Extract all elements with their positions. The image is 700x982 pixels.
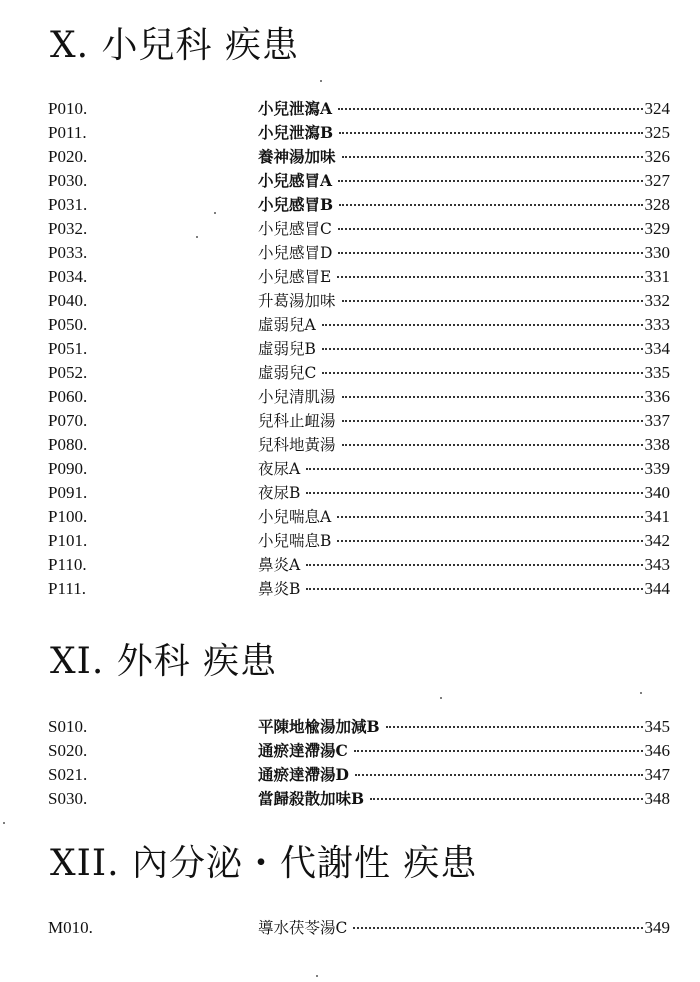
toc-entry (48, 409, 670, 433)
entry-page-number: 324 (644, 99, 670, 118)
toc-entry (48, 505, 670, 529)
entry-page-number: 334 (644, 339, 670, 358)
scan-speck (640, 692, 642, 694)
entry-title: 小兒感冒C (258, 220, 332, 238)
entry-code: P100. (48, 507, 88, 526)
dot-leader (342, 156, 643, 158)
dot-leader (339, 204, 642, 206)
entry-code: P050. (48, 315, 88, 334)
entry-title: 虛弱兒A (258, 316, 316, 334)
entry-code: S020. (48, 741, 88, 760)
entry-page-number: 341 (644, 507, 670, 526)
entry-code: S021. (48, 765, 88, 784)
entry-code: P010. (48, 99, 88, 118)
entry-title: 鼻炎A (258, 556, 301, 574)
entry-code: P031. (48, 195, 88, 214)
entry-code: P011. (48, 123, 87, 142)
entry-page-number: 332 (644, 291, 670, 310)
dot-leader (322, 348, 643, 350)
entry-title: 小兒感冒D (258, 244, 333, 262)
toc-entry (48, 385, 670, 409)
entry-title: 夜尿A (258, 460, 301, 478)
entry-code: P032. (48, 219, 88, 238)
entry-page-number: 340 (644, 483, 670, 502)
entry-page-number: 336 (644, 387, 670, 406)
scan-speck (3, 822, 5, 824)
entry-title: 導水茯苓湯C (258, 919, 348, 937)
entry-title: 養神湯加味 (258, 147, 336, 166)
dot-leader (322, 372, 642, 374)
dot-leader (370, 798, 642, 800)
entry-title: 小兒喘息A (258, 508, 332, 526)
dot-leader (355, 774, 643, 776)
dot-leader (342, 396, 643, 398)
entry-code: P052. (48, 363, 88, 382)
entry-code: M010. (48, 918, 93, 937)
entry-title: 小兒泄瀉B (258, 123, 334, 142)
entry-title: 鼻炎B (258, 580, 301, 598)
entry-code: P070. (48, 411, 88, 430)
toc-entry (48, 169, 670, 193)
dot-leader (342, 444, 643, 446)
entry-title: 兒科地黃湯 (258, 436, 336, 454)
entry-page-number: 325 (644, 123, 670, 142)
toc-entry (48, 337, 670, 361)
scan-speck (214, 212, 216, 214)
entry-code: P033. (48, 243, 88, 262)
entry-title: 小兒泄瀉A (258, 99, 333, 118)
entry-title: 虛弱兒C (258, 364, 317, 382)
entry-page-number: 328 (644, 195, 670, 214)
entry-title: 升葛湯加味 (258, 292, 336, 310)
entry-code: P040. (48, 291, 88, 310)
toc-entry (48, 433, 670, 457)
entry-page-number: 343 (644, 555, 670, 574)
toc-entry (48, 553, 670, 577)
entry-title: 當歸殺散加味B (258, 789, 365, 808)
dot-leader (306, 564, 642, 566)
toc-entry (48, 763, 670, 787)
toc-entry (48, 457, 670, 481)
dot-leader (342, 420, 643, 422)
dot-leader (306, 588, 642, 590)
entry-code: P101. (48, 531, 88, 550)
dot-leader (354, 750, 643, 752)
dot-leader (338, 180, 642, 182)
dot-leader (322, 324, 643, 326)
dot-leader (338, 228, 643, 230)
entry-title: 兒科止衄湯 (258, 412, 336, 430)
toc-entry (48, 787, 670, 811)
scan-speck (320, 80, 322, 82)
toc-entry (48, 217, 670, 241)
entry-title: 虛弱兒B (258, 340, 316, 358)
entry-code: S030. (48, 789, 88, 808)
toc-entry (48, 577, 670, 601)
entry-code: P110. (48, 555, 87, 574)
entry-title: 小兒感冒A (258, 171, 333, 190)
toc-entry (48, 241, 670, 265)
entry-page-number: 333 (644, 315, 670, 334)
entry-code: P030. (48, 171, 88, 190)
toc-entry (48, 715, 670, 739)
entry-page-number: 331 (644, 267, 670, 286)
toc-entry (48, 145, 670, 169)
entry-title: 小兒清肌湯 (258, 388, 336, 406)
dot-leader (353, 927, 642, 929)
entry-page-number: 326 (644, 147, 670, 166)
entry-page-number: 349 (644, 918, 670, 937)
scan-speck (196, 236, 198, 238)
entry-page-number: 345 (644, 717, 670, 736)
toc-entry (48, 739, 670, 763)
entry-page-number: 337 (644, 411, 670, 430)
entry-page-number: 329 (644, 219, 670, 238)
dot-leader (337, 540, 642, 542)
entry-page-number: 342 (644, 531, 670, 550)
toc-entry (48, 529, 670, 553)
toc-entry (48, 121, 670, 145)
entry-page-number: 335 (644, 363, 670, 382)
dot-leader (339, 132, 642, 134)
scan-speck (440, 697, 442, 699)
scan-speck (316, 975, 318, 977)
dot-leader (338, 108, 642, 110)
section-heading-surgery: XI. 外科 疾患 (50, 641, 278, 682)
toc-entry (48, 289, 670, 313)
entry-code: P020. (48, 147, 88, 166)
entry-page-number: 327 (644, 171, 670, 190)
toc-entry (48, 361, 670, 385)
entry-title: 平陳地楡湯加減B (258, 717, 380, 736)
entry-page-number: 348 (644, 789, 670, 808)
entry-page-number: 339 (644, 459, 670, 478)
toc-entry (48, 481, 670, 505)
entry-code: P091. (48, 483, 88, 502)
dot-leader (342, 300, 643, 302)
toc-entry (48, 916, 670, 940)
dot-leader (306, 468, 642, 470)
entry-page-number: 338 (644, 435, 670, 454)
entry-title: 通瘀達滯湯C (258, 741, 348, 760)
dot-leader (306, 492, 642, 494)
entry-title: 夜尿B (258, 484, 301, 502)
section-heading-pediatrics: X. 小兒科 疾患 (50, 25, 299, 66)
dot-leader (337, 276, 642, 278)
dot-leader (386, 726, 643, 728)
toc-entry (48, 265, 670, 289)
entry-page-number: 330 (644, 243, 670, 262)
entry-title: 小兒感冒E (258, 268, 332, 286)
toc-entry (48, 193, 670, 217)
entry-title: 小兒喘息B (258, 532, 332, 550)
dot-leader (338, 252, 642, 254)
toc-entry (48, 97, 670, 121)
entry-code: P051. (48, 339, 88, 358)
entry-page-number: 344 (644, 579, 670, 598)
entry-code: P111. (48, 579, 86, 598)
entry-page-number: 346 (644, 741, 670, 760)
toc-entry (48, 313, 670, 337)
entry-title: 通瘀達滯湯D (258, 765, 349, 784)
section-heading-endocrine-metabolic: XII. 內分泌・代謝性 疾患 (50, 843, 478, 884)
entry-page-number: 347 (644, 765, 670, 784)
entry-code: P080. (48, 435, 88, 454)
entry-code: P090. (48, 459, 88, 478)
entry-code: P034. (48, 267, 88, 286)
entry-code: P060. (48, 387, 88, 406)
entry-title: 小兒感冒B (258, 195, 334, 214)
entry-code: S010. (48, 717, 88, 736)
dot-leader (337, 516, 642, 518)
